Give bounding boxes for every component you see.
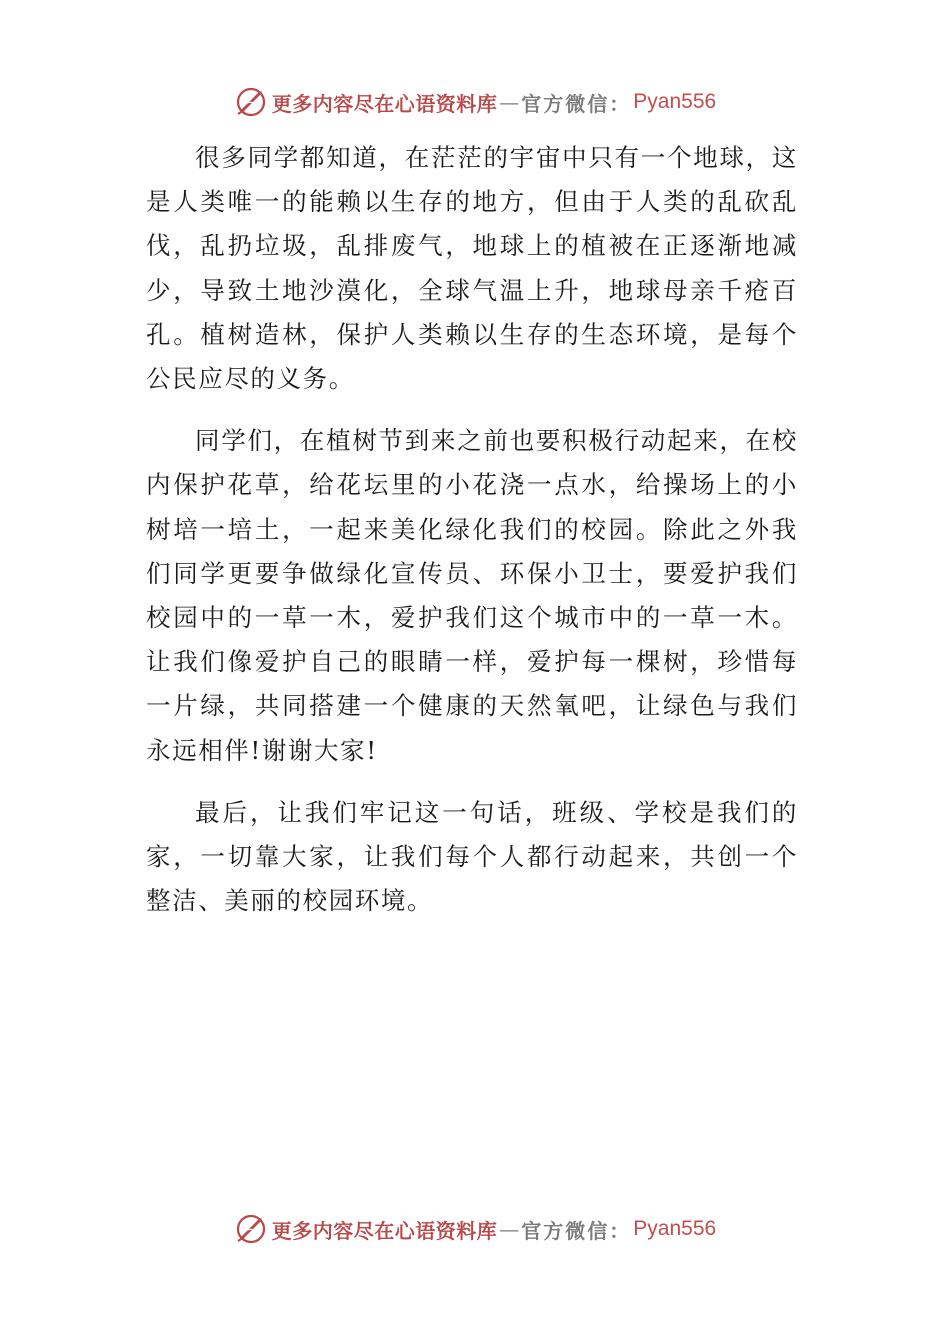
header-brand-text: 更多内容尽在心语资料库 <box>271 91 498 116</box>
quill-pen-icon <box>234 1212 268 1246</box>
paragraph-3: 最后，让我们牢记这一句话，班级、学校是我们的家，一切靠大家，让我们每个人都行动起来，共创一个整洁、美丽的校园环境。 <box>146 797 798 916</box>
footer-banner <box>0 1209 950 1249</box>
quill-pen-icon <box>234 85 268 119</box>
paragraph-2: 同学们，在植树节到来之前也要积极行动起来，在校内保护花草，给花坛里的小花浇一点水，给操场上的小树培一培土，一起来美化绿化我们的校园。除此之外我们同学更要争做绿化宣传员、环保小卫士，要爱护我们校园中的一草一木，爱护我们这个城市中的一草一木。让我们像爱护自己的眼睛一样，爱护每一棵树，珍惜每一片绿，共同搭建一个健康的天然氧吧，让绿色与我们永远相伴!谢谢大家! <box>146 426 798 765</box>
header-wechat-label: 官方微信： <box>521 91 632 116</box>
header-banner <box>0 82 950 122</box>
header-separator: — <box>499 90 520 114</box>
footer-separator: — <box>499 1217 520 1241</box>
document-body <box>146 136 798 941</box>
footer-wechat-id: Pyan556 <box>633 1217 717 1240</box>
paragraph-1: 很多同学都知道，在茫茫的宇宙中只有一个地球，这是人类唯一的能赖以生存的地方，但由于人类的乱砍乱伐，乱扔垃圾，乱排废气，地球上的植被在正逐渐地减少，导致土地沙漠化，全球气温上升，地球母亲千疮百孔。植树造林，保护人类赖以生存的生态环境，是每个公民应尽的义务。 <box>146 143 798 394</box>
footer-wechat-label: 官方微信： <box>521 1218 632 1243</box>
footer-brand-text: 更多内容尽在心语资料库 <box>271 1218 498 1243</box>
header-wechat-id: Pyan556 <box>633 90 717 113</box>
